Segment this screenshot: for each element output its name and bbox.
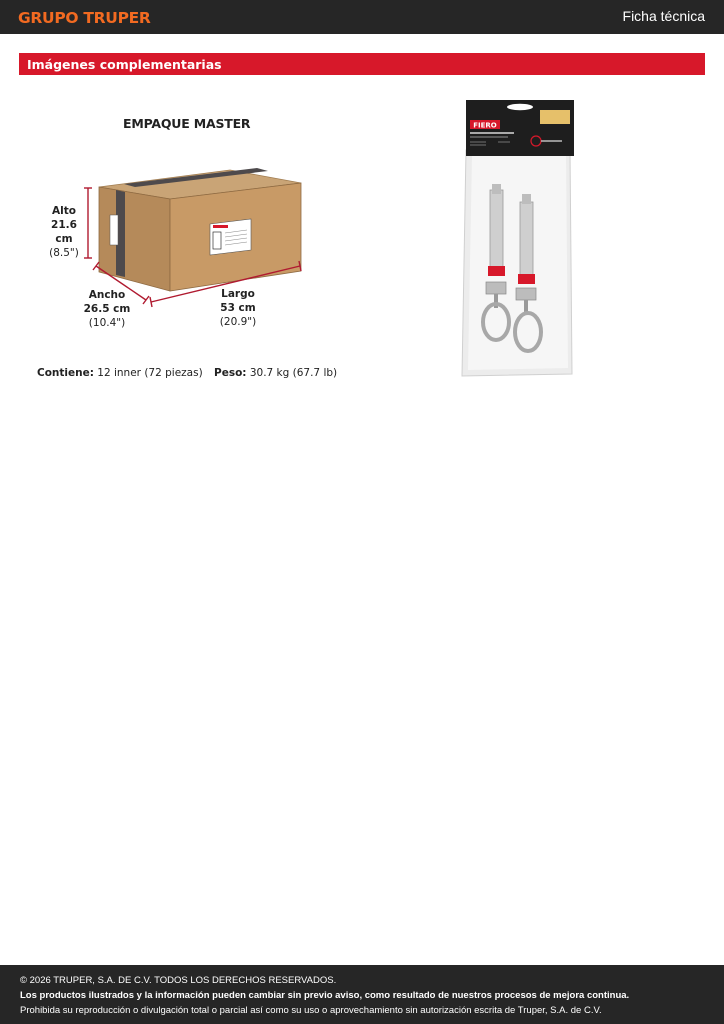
footer-prohibition: Prohibida su reproducción o divulgación total o parcial así como su uso o aprovechamiento sin autorización escrita de Truper, S.A. de C.V. bbox=[20, 1005, 602, 1016]
footer bbox=[0, 965, 724, 1024]
section-title: Imágenes complementarias bbox=[27, 57, 222, 72]
weight-label: Peso: bbox=[214, 367, 247, 379]
document-type: Ficha técnica bbox=[622, 8, 705, 24]
height-value: 21.6 cm bbox=[51, 219, 77, 245]
length-value: 53 cm bbox=[220, 302, 256, 314]
weight-value: 30.7 kg (67.7 lb) bbox=[249, 367, 338, 379]
length-imperial: (20.9") bbox=[219, 316, 257, 328]
weight-info bbox=[214, 367, 337, 379]
width-imperial: (10.4") bbox=[88, 317, 126, 329]
brand-logo: GRUPO TRUPER bbox=[18, 9, 151, 27]
footer-notice: Los productos ilustrados y la información pueden cambiar sin previo aviso, como resultado de nuestros procesos de mejora continua. bbox=[20, 990, 630, 1001]
length-dimension bbox=[212, 287, 264, 329]
width-label: Ancho bbox=[88, 289, 126, 301]
product-brand-text: FIERO bbox=[473, 121, 497, 130]
contents-info bbox=[37, 367, 203, 379]
master-pack-title: EMPAQUE MASTER bbox=[123, 116, 251, 131]
length-label: Largo bbox=[221, 288, 255, 300]
product-package-image bbox=[458, 98, 576, 380]
footer-copyright: © 2026 TRUPER, S.A. DE C.V. TODOS LOS DERECHOS RESERVADOS. bbox=[20, 975, 337, 986]
height-dimension bbox=[42, 204, 86, 260]
contents-label: Contiene: bbox=[37, 367, 94, 379]
width-value: 26.5 cm bbox=[83, 303, 131, 315]
contents-value: 12 inner (72 piezas) bbox=[97, 367, 203, 379]
width-dimension bbox=[82, 288, 132, 330]
master-box-illustration bbox=[0, 0, 724, 400]
height-label: Alto bbox=[52, 205, 76, 217]
height-imperial: (8.5") bbox=[49, 247, 79, 259]
